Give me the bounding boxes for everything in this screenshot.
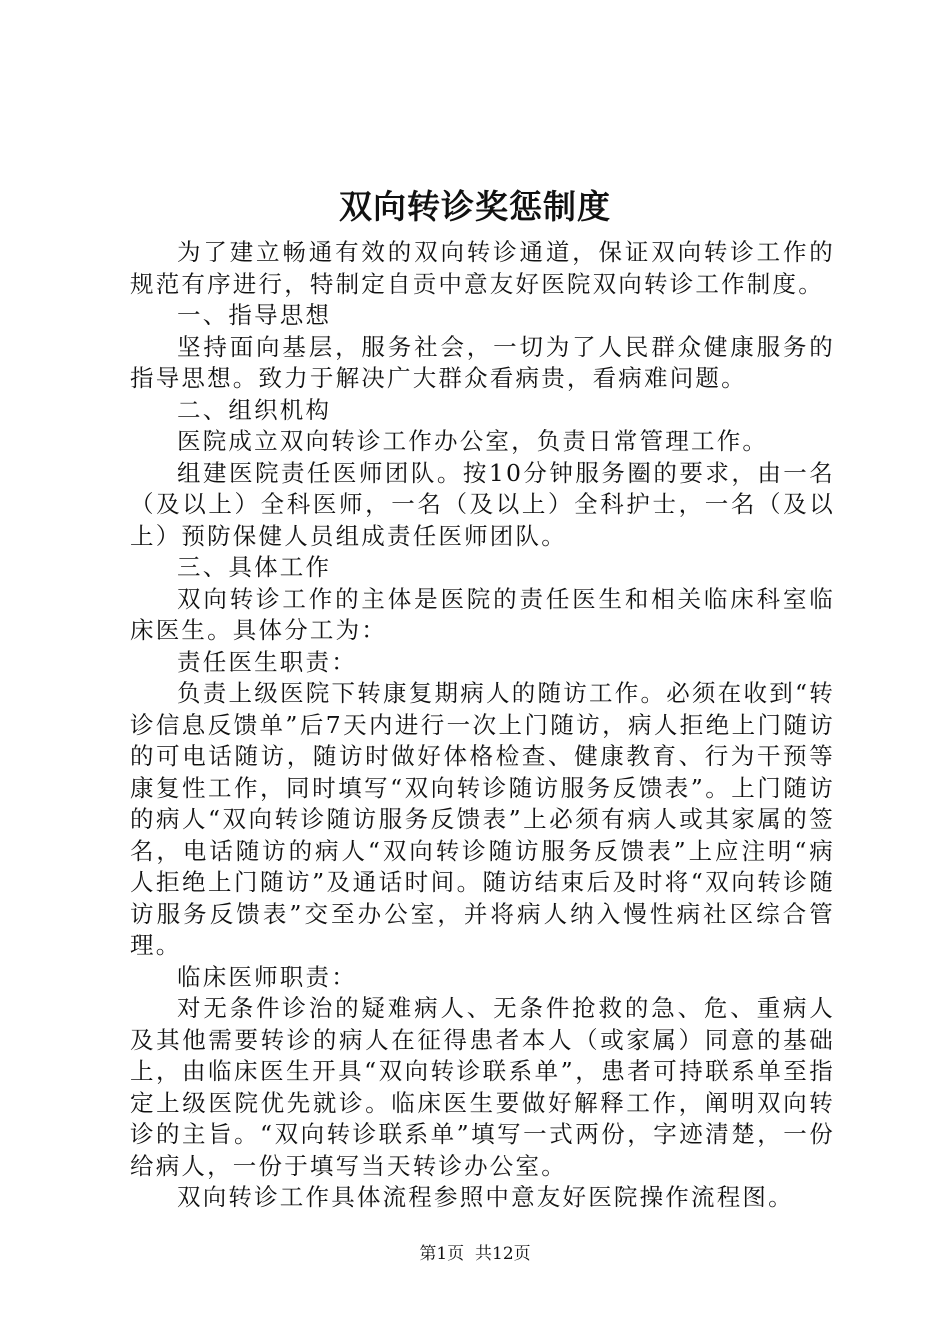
paragraph: 双向转诊工作具体流程参照中意友好医院操作流程图。 [177,1183,794,1211]
document-title: 双向转诊奖惩制度 [339,187,611,226]
page-number: 第1页 [419,1244,465,1264]
section-heading: 二、组织机构 [177,395,332,424]
paragraph: 医院成立双向转诊工作办公室，负责日常管理工作。 [177,427,769,455]
paragraph: 负责上级医院下转康复期病人的随访工作。必须在收到“转诊信息反馈单”后7天内进行一次上门随访，病人拒绝上门随访的可电话随访，随访时做好体格检查、健康教育、行为干预等康复性工作，同时填写“双向转诊随访服务反馈表”。上门随访的病人“双向转诊随访服务反馈表”上必须有病人或其家属的签名，电话随访的病人“双向转诊随访服务反馈表”上应注明“病人拒绝上门随访”及通话时间。随访结束后及时将“双向转诊随访服务反馈表”交至办公室，并将病人纳入慢性病社区综合管理。 [130,679,835,959]
section-heading: 三、具体工作 [177,553,332,581]
paragraph: 对无条件诊治的疑难病人、无条件抢救的急、危、重病人及其他需要转诊的病人在征得患者本人（或家属）同意的基础上，由临床医生开具“双向转诊联系单”，患者可持联系单至指定上级医院优先就诊。临床医生要做好解释工作，阐明双向转诊的主旨。“双向转诊联系单”填写一式两份，字迹清楚，一份给病人，一份于填写当天转诊办公室。 [130,994,835,1180]
paragraph: 坚持面向基层，服务社会，一切为了人民群众健康服务的指导思想。致力于解决广大群众看病贵，看病难问题。 [130,332,835,392]
page-footer [0,1243,950,1265]
paragraph: 组建医院责任医师团队。按10分钟服务圈的要求，由一名（及以上）全科医师，一名（及以上）全科护士，一名（及以上）预防保健人员组成责任医师团队。 [130,458,835,550]
section-heading: 一、指导思想 [177,301,332,329]
subheading: 临床医师职责： [177,962,357,991]
document-body [130,237,835,1214]
paragraph: 双向转诊工作的主体是医院的责任医生和相关临床科室临床医生。具体分工为： [130,584,835,644]
subheading: 责任医生职责： [177,647,357,676]
page-total: 共12页 [475,1244,531,1264]
paragraph: 为了建立畅通有效的双向转诊通道，保证双向转诊工作的规范有序进行，特制定自贡中意友好医院双向转诊工作制度。 [130,238,835,298]
